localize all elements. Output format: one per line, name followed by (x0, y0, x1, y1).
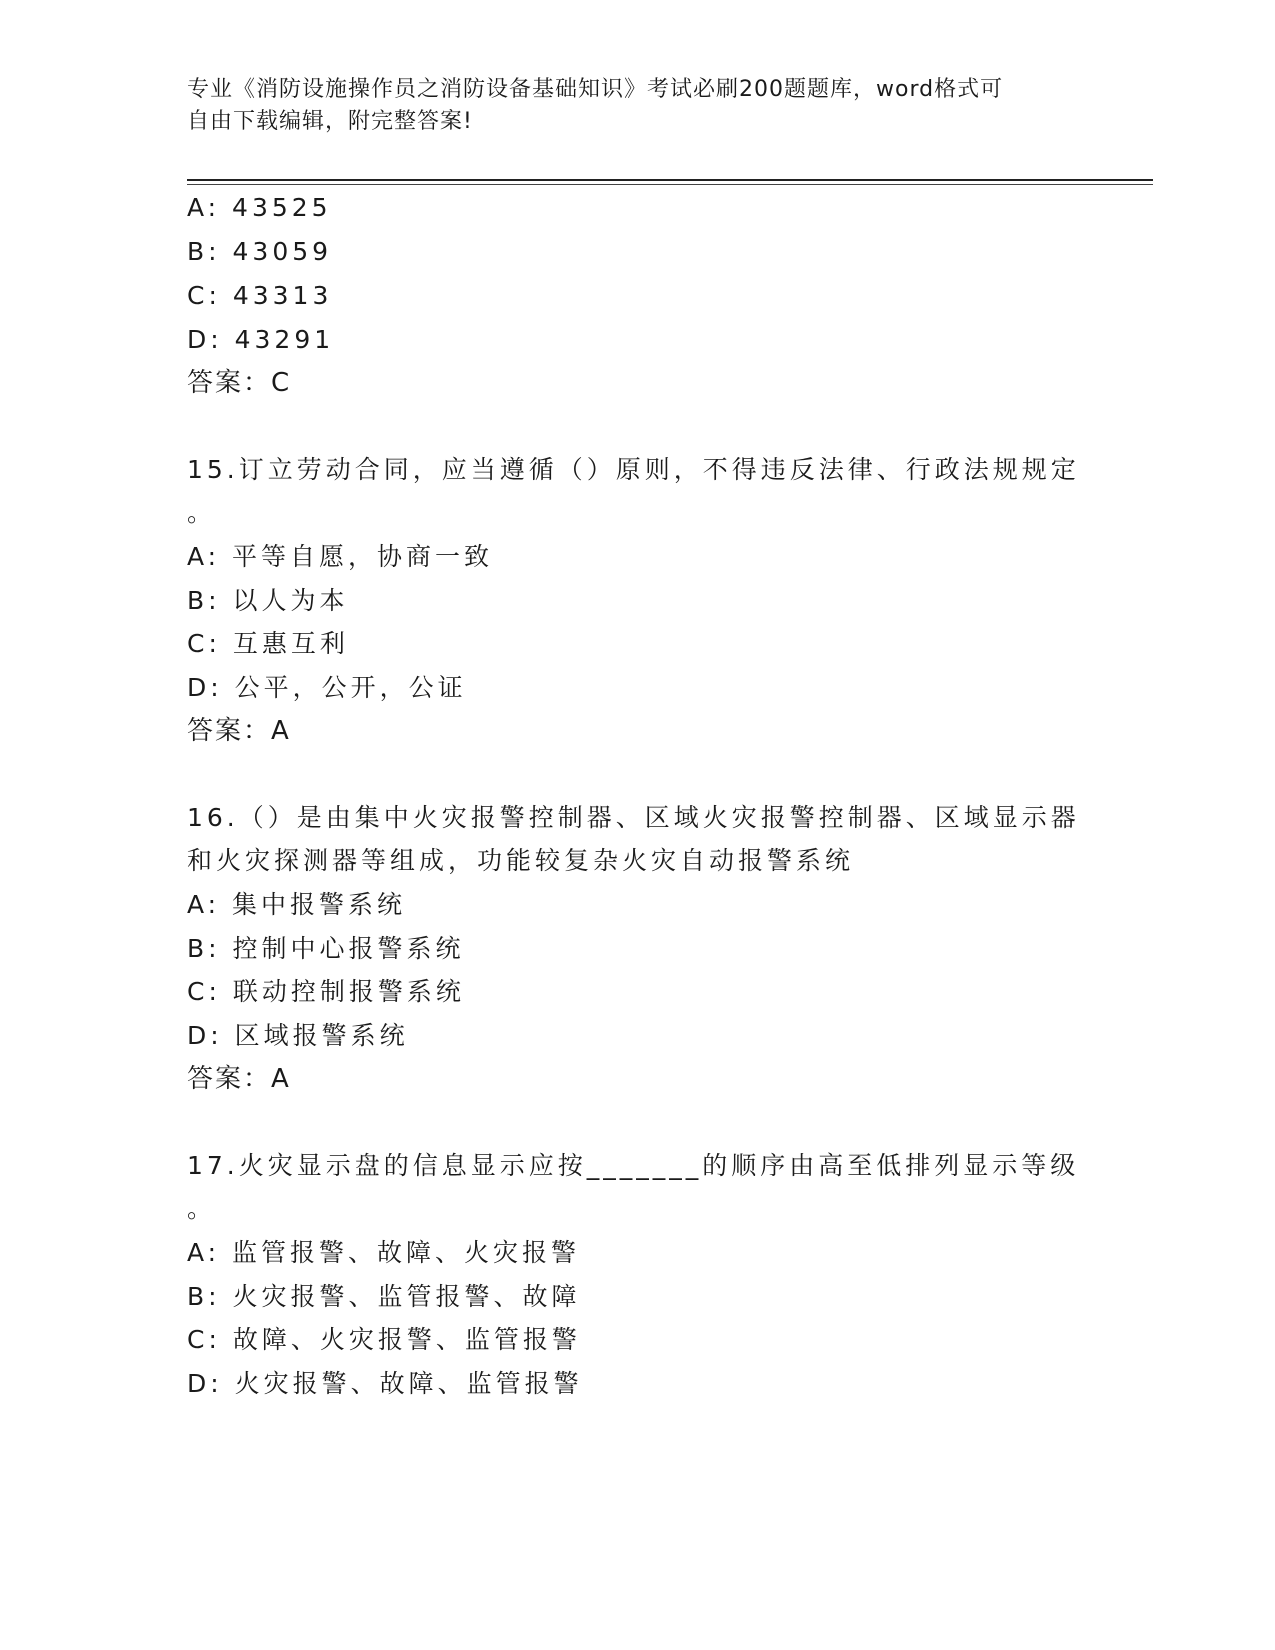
q15-option-c: C: 互惠互利 (187, 629, 349, 658)
q15-answer: 答案：A (187, 716, 291, 746)
q16-text-line1: 16.（）是由集中火灾报警控制器、区域火灾报警控制器、区域显示器 (187, 803, 1080, 832)
header-divider-thin (187, 184, 1153, 185)
q15-option-a: A: 平等自愿，协商一致 (187, 542, 494, 571)
q17-option-c: C: 故障、火灾报警、监管报警 (187, 1325, 581, 1354)
q15-text-line2: 。 (187, 498, 217, 527)
q15-text-line1: 15.订立劳动合同，应当遵循（）原则，不得违反法律、行政法规规定 (187, 455, 1080, 484)
q16-option-a: A: 集中报警系统 (187, 890, 407, 919)
q17-text-line2: 。 (187, 1194, 217, 1223)
document-header (187, 74, 1087, 138)
q16-option-b: B: 控制中心报警系统 (187, 934, 465, 963)
q16-answer: 答案：A (187, 1064, 291, 1094)
header-divider-thick (187, 179, 1153, 181)
q16-text-line2: 和火灾探测器等组成，功能较复杂火灾自动报警系统 (187, 846, 855, 875)
prev-option-b: B: 43059 (187, 237, 333, 266)
q17-option-d: D: 火灾报警、故障、监管报警 (187, 1369, 583, 1398)
q17-text-line1: 17.火灾显示盘的信息显示应按_______的顺序由高至低排列显示等级 (187, 1151, 1080, 1180)
header-line-1: 专业《消防设施操作员之消防设备基础知识》考试必刷200题题库，word格式可 (187, 77, 1004, 102)
prev-option-d: D: 43291 (187, 325, 335, 354)
q17-option-b: B: 火灾报警、监管报警、故障 (187, 1282, 581, 1311)
prev-option-c: C: 43313 (187, 281, 333, 310)
q15-option-b: B: 以人为本 (187, 586, 349, 615)
q17-option-a: A: 监管报警、故障、火灾报警 (187, 1238, 581, 1267)
prev-answer: 答案：C (187, 368, 292, 398)
q16-option-c: C: 联动控制报警系统 (187, 977, 465, 1006)
q16-option-d: D: 区域报警系统 (187, 1021, 409, 1050)
header-line-2: 自由下载编辑，附完整答案! (187, 109, 473, 134)
prev-option-a: A: 43525 (187, 193, 332, 222)
q15-option-d: D: 公平，公开，公证 (187, 673, 467, 702)
